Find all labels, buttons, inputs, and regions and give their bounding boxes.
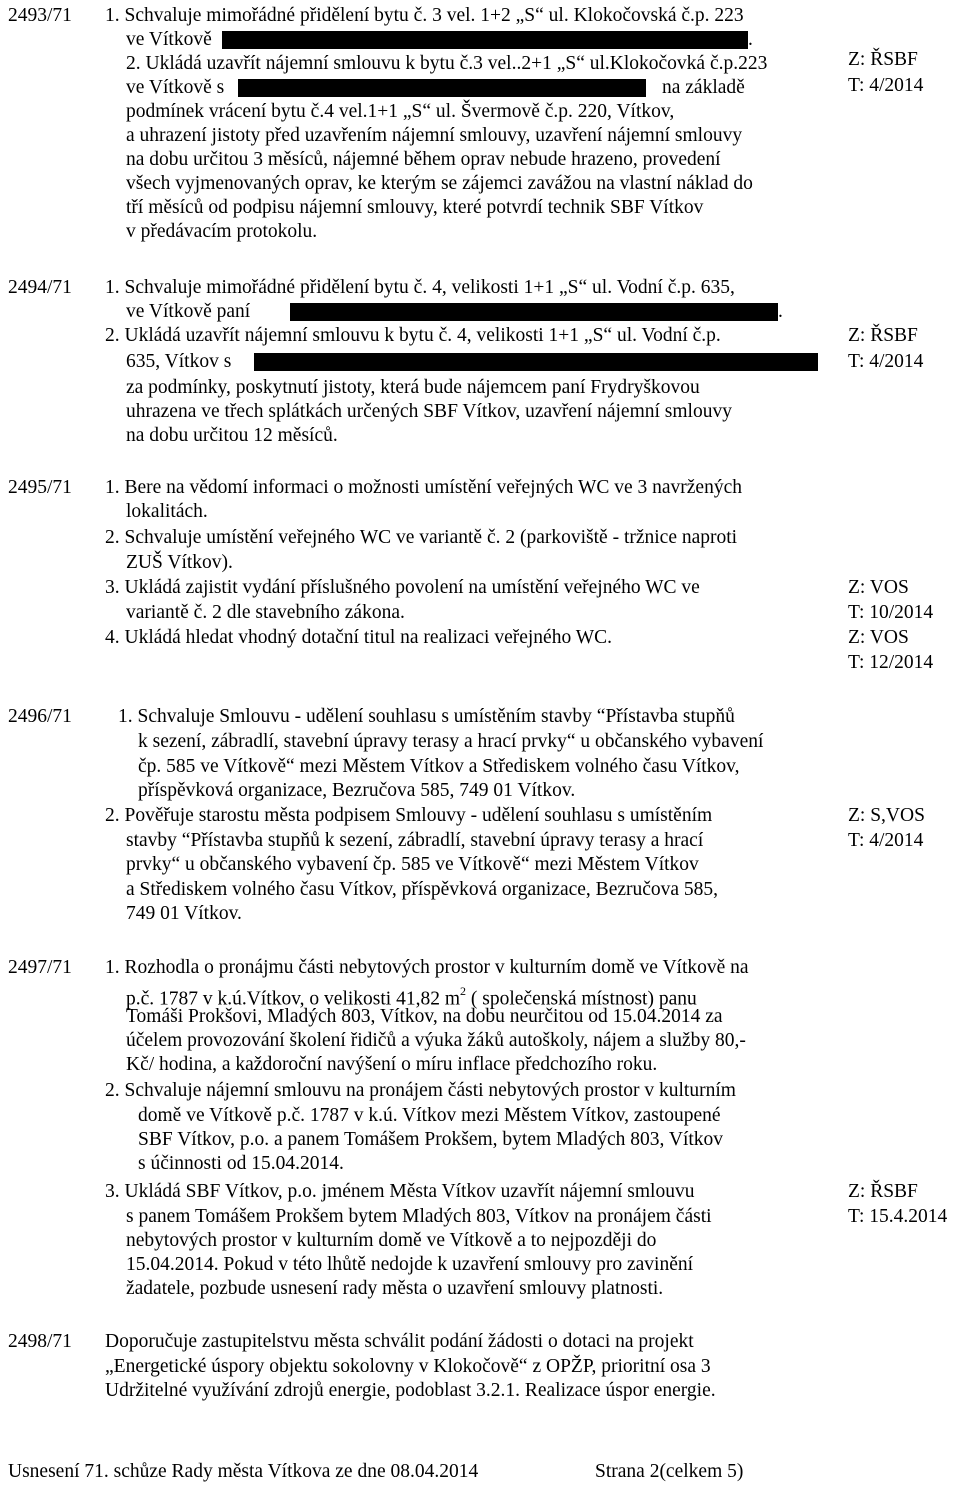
resolution-number: 2495/71 bbox=[8, 477, 72, 498]
resolution-line: čp. 585 ve Vítkově“ mezi Městem Vítkov a Střediskem volného času Vítkov, bbox=[138, 756, 740, 777]
resolution-line: stavby “Přístavba stupňů k sezení, zábradlí, stavební úpravy terasy a hrací bbox=[126, 830, 704, 851]
responsible-person: Z: ŘSBF bbox=[848, 49, 918, 70]
resolution-line: variantě č. 2 dle stavebního zákona. bbox=[126, 602, 405, 623]
resolution-line: 4. Ukládá hledat vhodný dotační titul na realizaci veřejného WC. bbox=[105, 627, 613, 648]
resolution-line: 2. Schvaluje nájemní smlouvu na pronájem části nebytových prostor v kulturním bbox=[105, 1080, 736, 1101]
deadline: T: 4/2014 bbox=[848, 75, 924, 96]
resolution-line: uhrazena ve třech splátkách určených SBF Vítkov, uzavření nájemní smlouvy bbox=[126, 401, 732, 422]
deadline: T: 4/2014 bbox=[848, 830, 924, 851]
resolution-line: SBF Vítkov, p.o. a panem Tomášem Prokšem, bytem Mladých 803, Vítkov bbox=[138, 1129, 724, 1150]
resolution-line: 749 01 Vítkov. bbox=[126, 903, 242, 924]
page-number: Strana 2(celkem 5) bbox=[595, 1461, 744, 1482]
responsible-person: Z: VOS bbox=[848, 577, 909, 598]
resolution-line: ve Vítkově s bbox=[126, 77, 225, 98]
resolution-line: nebytových prostor v kulturním domě ve Vítkově a to nejpozději do bbox=[126, 1230, 657, 1251]
resolution-line: 1. Bere na vědomí informaci o možnosti umístění veřejných WC ve 3 navržených bbox=[105, 477, 742, 498]
resolution-line: na dobu určitou 12 měsíců. bbox=[126, 425, 338, 446]
resolution-line: s panem Tomášem Prokšem bytem Mladých 803, Vítkov na pronájem části bbox=[126, 1206, 712, 1227]
resolution-number: 2497/71 bbox=[8, 957, 72, 978]
resolution-line: podmínek vrácení bytu č.4 vel.1+1 „S“ ul. Švermově č.p. 220, Vítkov, bbox=[126, 101, 675, 122]
resolution-number: 2496/71 bbox=[8, 706, 72, 727]
resolution-line: 1. Schvaluje Smlouvu - udělení souhlasu s umístěním stavby “Přístavba stupňů bbox=[118, 706, 735, 727]
resolution-line: za podmínky, poskytnutí jistoty, která bude nájemcem paní Frydryškovou bbox=[126, 377, 700, 398]
resolution-line: Udržitelné využívání zdrojů energie, podoblast 3.2.1. Realizace úspor energie. bbox=[105, 1380, 716, 1401]
resolution-line: a Střediskem volného času Vítkov, příspěvková organizace, Bezručova 585, bbox=[126, 879, 719, 900]
deadline: T: 15.4.2014 bbox=[848, 1206, 948, 1227]
resolution-number: 2493/71 bbox=[8, 5, 72, 26]
resolution-line: a uhrazení jistoty před uzavřením nájemní smlouvy, uzavření nájemní smlouvy bbox=[126, 125, 743, 146]
deadline: T: 4/2014 bbox=[848, 351, 924, 372]
resolution-line: žadatele, pozbude usnesení rady města o uzavření smlouvy platnosti. bbox=[126, 1278, 664, 1299]
resolution-line: ve Vítkově bbox=[126, 29, 212, 50]
footer-title: Usnesení 71. schůze Rady města Vítkova ze dne 08.04.2014 bbox=[8, 1461, 479, 1482]
resolution-line: 3. Ukládá SBF Vítkov, p.o. jménem Města Vítkov uzavřít nájemní smlouvu bbox=[105, 1181, 695, 1202]
resolution-line: účelem provozování školení řidičů a výuka žáků autoškoly, nájem a služby 80,- bbox=[126, 1030, 746, 1051]
resolution-line: 1. Schvaluje mimořádné přidělení bytu č. 3 vel. 1+2 „S“ ul. Klokočovská č.p. 223 bbox=[105, 5, 744, 26]
resolution-line: ve Vítkově paní bbox=[126, 301, 251, 322]
resolution-line: k sezení, zábradlí, stavební úpravy terasy a hrací prvky“ u občanského vybavení bbox=[138, 731, 764, 752]
responsible-person: Z: VOS bbox=[848, 627, 909, 648]
deadline: T: 12/2014 bbox=[848, 652, 934, 673]
resolution-number: 2494/71 bbox=[8, 277, 72, 298]
redaction-block bbox=[222, 31, 748, 49]
resolution-line: 2. Ukládá uzavřít nájemní smlouvu k bytu č. 4, velikosti 1+1 „S“ ul. Vodní č.p. bbox=[105, 325, 721, 346]
responsible-person: Z: S,VOS bbox=[848, 805, 925, 826]
resolution-line: „Energetické úspory objektu sokolovny v Klokočově“ z OPŽP, prioritní osa 3 bbox=[105, 1356, 711, 1377]
responsible-person: Z: ŘSBF bbox=[848, 325, 918, 346]
redaction-block bbox=[290, 303, 778, 321]
resolution-line: lokalitách. bbox=[126, 501, 208, 522]
resolution-line: příspěvková organizace, Bezručova 585, 749 01 Vítkov. bbox=[138, 780, 576, 801]
resolution-line: . bbox=[748, 29, 753, 50]
resolution-line: na základě bbox=[662, 77, 745, 98]
resolution-line: 635, Vítkov s bbox=[126, 351, 232, 372]
resolution-line: domě ve Vítkově p.č. 1787 v k.ú. Vítkov mezi Městem Vítkov, zastoupené bbox=[138, 1105, 721, 1126]
resolution-number: 2498/71 bbox=[8, 1331, 72, 1352]
area-text-rest: ( společenská místnost) panu bbox=[466, 988, 697, 1010]
resolution-line: 2. Ukládá uzavřít nájemní smlouvu k bytu č.3 vel..2+1 „S“ ul.Klokočovká č.p.223 bbox=[126, 53, 768, 74]
resolution-line: 3. Ukládá zajistit vydání příslušného povolení na umístění veřejného WC ve bbox=[105, 577, 700, 598]
resolution-line: na dobu určitou 3 měsíců, nájemné během oprav nebude hrazeno, provedení bbox=[126, 149, 721, 170]
resolution-line: 1. Rozhodla o pronájmu části nebytových prostor v kulturním domě ve Vítkově na bbox=[105, 957, 749, 978]
resolution-line: všech vyjmenovaných oprav, ke kterým se zájemci zavážou na vlastní náklad do bbox=[126, 173, 753, 194]
resolution-line: . bbox=[778, 301, 783, 322]
resolution-line: 1. Schvaluje mimořádné přidělení bytu č. 4, velikosti 1+1 „S“ ul. Vodní č.p. 635, bbox=[105, 277, 735, 298]
responsible-person: Z: ŘSBF bbox=[848, 1181, 918, 1202]
resolution-line: Tomáši Prokšovi, Mladých 803, Vítkov, na dobu neurčitou od 15.04.2014 za bbox=[126, 1006, 723, 1027]
resolution-line: v předávacím protokolu. bbox=[126, 221, 318, 242]
deadline: T: 10/2014 bbox=[848, 602, 934, 623]
redaction-block bbox=[238, 79, 646, 97]
resolution-line: 2. Pověřuje starostu města podpisem Smlouvy - udělení souhlasu s umístěním bbox=[105, 805, 713, 826]
resolution-line: Doporučuje zastupitelstvu města schválit podání žádosti o dotaci na projekt bbox=[105, 1331, 694, 1352]
resolution-line: 2. Schvaluje umístění veřejného WC ve variantě č. 2 (parkoviště - tržnice naproti bbox=[105, 527, 738, 548]
resolution-line: s účinnosti od 15.04.2014. bbox=[138, 1153, 344, 1174]
redaction-block bbox=[254, 353, 818, 371]
resolution-line: prvky“ u občanského vybavení čp. 585 ve Vítkově“ mezi Městem Vítkov bbox=[126, 854, 699, 875]
area-text: p.č. 1787 v k.ú.Vítkov, o velikosti 41,82 m bbox=[126, 988, 461, 1010]
resolution-line: Kč/ hodina, a každoroční navýšení o míru inflace předchozího roku. bbox=[126, 1054, 658, 1075]
resolution-line: tří měsíců od podpisu nájemní smlouvy, které potvrdí technik SBF Vítkov bbox=[126, 197, 704, 218]
resolution-line: ZUŠ Vítkov). bbox=[126, 552, 233, 573]
resolution-line: 15.04.2014. Pokud v této lhůtě nedojde k uzavření smlouvy pro zavinění bbox=[126, 1254, 694, 1275]
superscript: 2 bbox=[460, 984, 467, 998]
